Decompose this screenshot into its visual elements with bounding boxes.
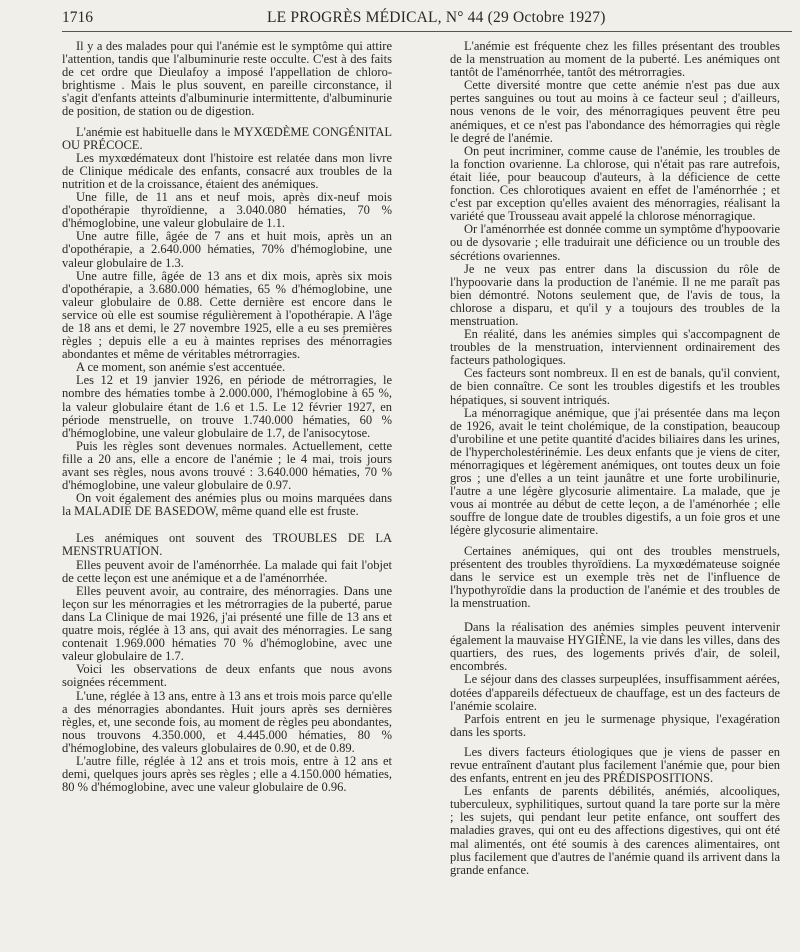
paragraph: Je ne veux pas entrer dans la discussion du rôle de l'hypoovarie dans la production de l'anémie. Il ne me paraît pas bien démontré. Notons seulement que, de l'avis de tous, la chlorose a disparu, et qu'il y a toujours des troubles de la menstruation. <box>450 261 780 328</box>
paragraph: La ménorragique anémique, que j'ai présentée dans ma leçon de 1926, avait le teint cholémique, de la constipation, beaucoup d'urobiline et une petite quantité d'acides biliaires dans les urines, de l'hypercholestérinémie. Les deux enfants que je viens de citer, ménorragiques et légèrement anémiques, ont toutes deux un foie gros ; une d'elles a un teint jaunâtre et une forte urobilinurie, l'autre a une légère glycosurie alimentaire. La malade, que je vous ai montrée au début de cette leçon, a de l'aménorhée ; elle souffre de longue date de troubles digestifs, a un foie gros et une légère glycosurie alimentaire. <box>450 405 780 538</box>
paragraph: Elles peuvent avoir, au contraire, des ménorragies. Dans une leçon sur les ménorragies et les métrorragies de la puberté, parue dans La Clinique de mai 1926, j'ai présenté une fille de 13 ans et quatre mois, réglée à 13 ans, qui avait des ménorragies. Le sang contenait 1.969.000 hématies 70 % d'hémoglobine, avec une valeur globulaire de 1.7. <box>62 583 392 664</box>
paragraph: Il y a des malades pour qui l'anémie est le symptôme qui attire l'attention, tandis que l'albuminurie reste occulte. C'est à des faits de cet ordre que Dieulafoy a imposé l'appellation de chloro-brightisme . Mais le plus souvent, en pareille circonstance, il s'agit d'enfants atteints d'albuminurie intermittente, d'albuminurie de position, de station ou de digestion. <box>62 39 392 119</box>
paragraph: Ces facteurs sont nombreux. Il en est de banals, qu'il convient, de bien connaître. Ce sont les troubles digestifs et les troubles hépatiques, si souvent intriqués. <box>450 366 780 407</box>
paragraph: Les 12 et 19 janvier 1926, en période de métrorragies, le nombre des hématies tombe à 2.000.000, l'hémoglobine à 65 %, la valeur globulaire étant de 1.6 et 1.5. Le 12 février 1927, en période menstruelle, on trouve 1.740.000 hématies, 60 % d'hémoglobine, une valeur globulaire de 1.7, de l'anisocytose. <box>62 373 392 440</box>
paragraph: L'une, réglée à 13 ans, entre à 13 ans et trois mois parce qu'elle a des ménorragies abondantes. Huit jours après ses dernières règles, et, une seconde fois, au moment de règles peu abondantes, nous trouvons 4.350.000, et 4.445.000 hématies, 80 % d'hémoglobine, des valeurs globulaires de 0.90, et de 0.89. <box>62 688 392 755</box>
paragraph: Les divers facteurs étiologiques que je viens de passer en revue entraînent d'autant plus facilement l'anémie que, pour bien des enfants, entrent en jeu des PRÉDISPOSITIONS. <box>450 744 780 786</box>
paragraph: A ce moment, son anémie s'est accentuée. <box>76 360 286 375</box>
paragraph: Les enfants de parents débilités, anémiés, alcooliques, tuberculeux, syphilitiques, surtout quand la tare porte sur la mère ; les sujets, qui pendant leur petite enfance, ont souffert des maladies graves, qui ont eu des affections digestives, qui ont été mal alimentés, ont été soumis à des carences alimentaires, ont plus facilement que d'autres de l'anémie quand ils arrivent dans la grande enfance. <box>450 784 780 877</box>
page-header <box>62 9 792 31</box>
paragraph: Les myxœdémateux dont l'histoire est relatée dans mon livre de Clinique médicale des enfants, consacré aux troubles de la nutrition et de la croissance, étaient des anémiques. <box>62 150 392 191</box>
paragraph: Cette diversité montre que cette anémie n'est pas due aux pertes sanguines ou tout au moins à ce facteur seul ; d'ailleurs, nous venons de le voir, des ménorragiques peuvent être peu anémiques, et ce n'est pas l'abondance des hémorragies qui règle le degré de l'anémie. <box>450 78 780 145</box>
paragraph: Une autre fille, âgée de 13 ans et dix mois, après six mois d'opothérapie, a 3.680.000 hématies, 65 % d'hémoglobine, une valeur globulaire de 0.88. Cette dernière est encore dans le service où elle est soumise régulièrement à l'opothérapie. A l'âge de 18 ans et demi, le 27 novembre 1925, elle a eu ses premières règles ; depuis elle a eu à maintes reprises des ménorragies abondantes et même de véritables métrorragies. <box>62 268 392 362</box>
right-column <box>450 40 780 877</box>
paragraph: Or l'aménorrhée est donnée comme un symptôme d'hypoovarie ou de dysovarie ; elle traduirait une déficience ou un trouble des sécrétions ovariennes. <box>450 222 780 263</box>
header-rule <box>62 31 792 32</box>
page-number: 1716 <box>62 9 93 26</box>
paragraph: Parfois entrent en jeu le surmenage physique, l'exagération dans les sports. <box>450 711 780 739</box>
paragraph: Une autre fille, âgée de 7 ans et huit mois, après un an d'opothérapie, a 2.640.000 hématies, 70% d'hémoglobine, une valeur globulaire de 1.3. <box>62 229 392 270</box>
journal-title: LE PROGRÈS MÉDICAL, N° 44 (29 Octobre 1927) <box>267 9 606 26</box>
paragraph: Une fille, de 11 ans et neuf mois, après dix-neuf mois d'opothérapie thyroïdienne, a 3.040.080 hématies, 70 % d'hémoglobine, une valeur globulaire de 1.1. <box>62 190 392 231</box>
paragraph: En réalité, dans les anémies simples qui s'accompagnent de troubles de la menstruation, interviennent ordinairement des facteurs pathologiques. <box>450 327 780 368</box>
paragraph: On voit également des anémies plus ou moins marquées dans la MALADIE DE BASEDOW, même quand elle est fruste. <box>62 491 392 519</box>
paragraph: Voici les observations de deux enfants que nous avons soignées récemment. <box>62 662 392 690</box>
paragraph: Dans la réalisation des anémies simples peuvent intervenir également la mauvaise HYGIÈNE, la vie dans les villes, dans des quartiers, des rues, des logements privés d'air, de soleil, encombrés. <box>450 620 780 674</box>
paragraph: L'anémie est habituelle dans le MYXŒDÈME CONGÉNITAL OU PRÉCOCE. <box>62 124 392 152</box>
paragraph: Le séjour dans des classes surpeuplées, insuffisamment aérées, dotées d'appareils défectueux de chauffage, est un des facteurs de l'anémie scolaire. <box>450 672 780 713</box>
paragraph: Elles peuvent avoir de l'aménorrhée. La malade qui fait l'objet de cette leçon est une anémique et a de l'aménorrhée. <box>62 557 392 585</box>
paragraph: Les anémiques ont souvent des TROUBLES DE LA MENSTRUATION. <box>62 531 392 559</box>
paragraph: Certaines anémiques, qui ont des troubles menstruels, présentent des troubles thyroïdiens. La myxœdémateuse soignée dans le service est un exemple très net de l'influence de l'hypothyroïdie dans la production de l'anémie et des troubles de la menstruation. <box>450 543 780 610</box>
paragraph: On peut incriminer, comme cause de l'anémie, les troubles de la fonction ovarienne. La chlorose, qui n'était pas rare autrefois, était liée, pour beaucoup d'auteurs, à la déficience de cette fonction. Ces chlorotiques avaient en effet de l'aménorrhée ; et c'est par exception qu'elles avaient des ménorragies, réalisant la variété que Trousseau avait appelé la chlorose ménorragique. <box>450 143 780 224</box>
left-column <box>62 40 392 794</box>
paragraph: L'autre fille, réglée à 12 ans et trois mois, entre à 12 ans et demi, quelques jours après ses règles ; elle a 4.150.000 hématies, 80 % d'hémoglobine, avec une valeur globulaire de 0.96. <box>62 753 392 795</box>
paragraph: Puis les règles sont devenues normales. Actuellement, cette fille a 20 ans, elle a encore de l'anémie ; le 4 mai, trois jours avant ses règles, nous avons trouvé : 3.640.000 hématies, 70 % d'hémoglobine, une valeur globulaire de 0.97. <box>62 438 392 493</box>
paragraph: L'anémie est fréquente chez les filles présentant des troubles de la menstruation au moment de la puberté. Les anémiques ont tantôt de l'aménorrhée, tantôt des métrorragies. <box>450 39 780 80</box>
